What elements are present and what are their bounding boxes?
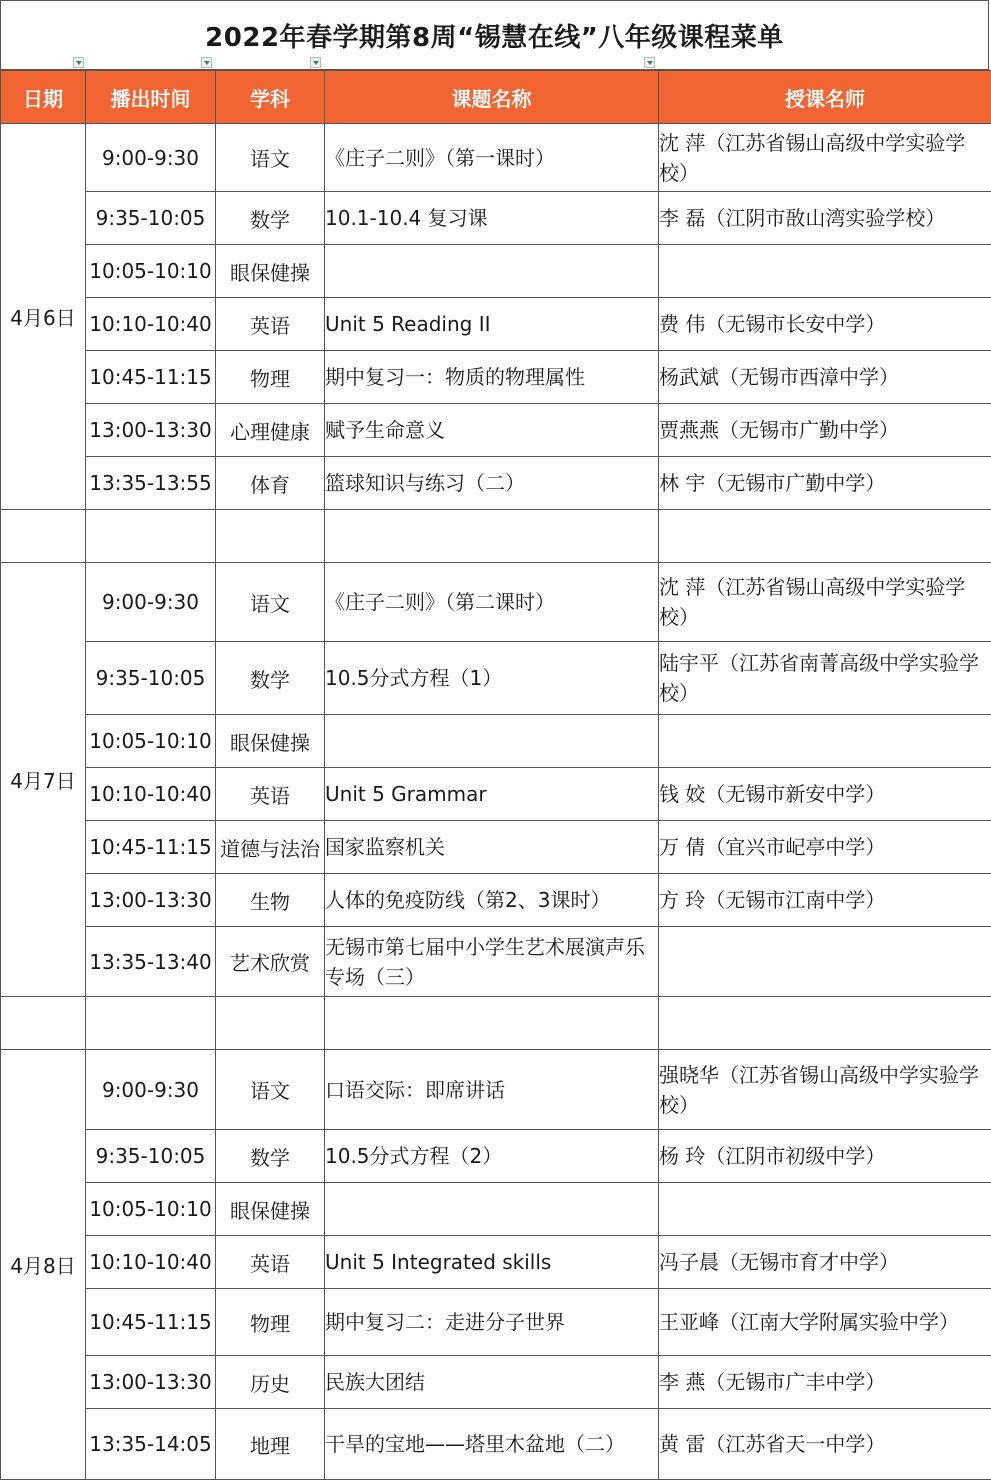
subject-cell[interactable]: 英语 — [216, 1236, 325, 1289]
teacher-cell[interactable]: 李 磊（江阴市敔山湾实验学校） — [659, 192, 991, 245]
topic-cell[interactable]: 口语交际：即席讲话 — [325, 1050, 659, 1130]
date-cell[interactable]: 4月6日 — [1, 124, 86, 510]
time-cell[interactable]: 13:35-14:05 — [86, 1409, 216, 1480]
topic-cell[interactable]: 民族大团结 — [325, 1356, 659, 1409]
time-cell[interactable]: 9:35-10:05 — [86, 1130, 216, 1183]
table-row — [1, 457, 991, 510]
table-row — [1, 642, 991, 715]
topic-cell[interactable]: Unit 5 Grammar — [325, 768, 659, 821]
topic-cell[interactable]: 《庄子二则》（第二课时） — [325, 563, 659, 642]
teacher-cell[interactable] — [659, 927, 991, 997]
subject-cell[interactable]: 眼保健操 — [216, 715, 325, 768]
empty-cell[interactable] — [86, 510, 216, 563]
table-row — [1, 715, 991, 768]
table-row — [1, 192, 991, 245]
subject-cell[interactable]: 生物 — [216, 874, 325, 927]
empty-row — [1, 997, 991, 1050]
time-cell[interactable]: 13:35-13:55 — [86, 457, 216, 510]
time-cell[interactable]: 10:05-10:10 — [86, 1183, 216, 1236]
topic-cell[interactable]: 篮球知识与练习（二） — [325, 457, 659, 510]
teacher-cell[interactable]: 林 宇（无锡市广勤中学） — [659, 457, 991, 510]
teacher-cell[interactable]: 杨武斌（无锡市西漳中学） — [659, 351, 991, 404]
header-subject[interactable]: 学科 — [216, 71, 325, 124]
empty-cell[interactable] — [216, 997, 325, 1050]
subject-cell[interactable]: 语文 — [216, 124, 325, 192]
table-row — [1, 351, 991, 404]
time-cell[interactable]: 10:45-11:15 — [86, 821, 216, 874]
teacher-cell[interactable]: 钱 姣（无锡市新安中学） — [659, 768, 991, 821]
empty-cell[interactable] — [659, 997, 991, 1050]
time-cell[interactable]: 13:00-13:30 — [86, 1356, 216, 1409]
time-cell[interactable]: 9:00-9:30 — [86, 124, 216, 192]
topic-cell[interactable]: 10.1-10.4 复习课 — [325, 192, 659, 245]
time-cell[interactable]: 13:00-13:30 — [86, 404, 216, 457]
time-cell[interactable]: 10:10-10:40 — [86, 298, 216, 351]
topic-cell[interactable]: 期中复习一：物质的物理属性 — [325, 351, 659, 404]
table-row — [1, 1356, 991, 1409]
header-teacher[interactable]: 授课名师 — [659, 71, 991, 124]
filter-dropdown-icon[interactable] — [73, 57, 84, 68]
time-cell[interactable]: 10:10-10:40 — [86, 768, 216, 821]
date-cell[interactable]: 4月7日 — [1, 563, 86, 997]
table-row — [1, 245, 991, 298]
teacher-cell[interactable]: 沈 萍（江苏省锡山高级中学实验学校） — [659, 563, 991, 642]
time-cell[interactable]: 9:00-9:30 — [86, 1050, 216, 1130]
empty-cell[interactable] — [325, 510, 659, 563]
subject-cell[interactable]: 历史 — [216, 1356, 325, 1409]
teacher-cell[interactable]: 黄 雷（江苏省天一中学） — [659, 1409, 991, 1480]
topic-cell[interactable]: 无锡市第七届中小学生艺术展演声乐专场（三） — [325, 927, 659, 997]
topic-cell[interactable]: Unit 5 Integrated skills — [325, 1236, 659, 1289]
teacher-cell[interactable] — [659, 245, 991, 298]
subject-cell[interactable]: 心理健康 — [216, 404, 325, 457]
topic-cell[interactable]: 期中复习二：走进分子世界 — [325, 1289, 659, 1356]
teacher-cell[interactable]: 贾燕燕（无锡市广勤中学） — [659, 404, 991, 457]
subject-cell[interactable]: 物理 — [216, 351, 325, 404]
empty-cell[interactable] — [325, 997, 659, 1050]
table-row — [1, 404, 991, 457]
topic-cell[interactable]: 10.5分式方程（2） — [325, 1130, 659, 1183]
topic-cell[interactable]: Unit 5 Reading II — [325, 298, 659, 351]
header-row — [1, 71, 991, 124]
time-cell[interactable]: 9:35-10:05 — [86, 192, 216, 245]
header-date[interactable]: 日期 — [1, 71, 86, 124]
subject-cell[interactable]: 数学 — [216, 192, 325, 245]
header-topic[interactable]: 课题名称 — [325, 71, 659, 124]
filter-dropdown-icon[interactable] — [201, 57, 212, 68]
empty-row — [1, 510, 991, 563]
teacher-cell[interactable]: 费 伟（无锡市长安中学） — [659, 298, 991, 351]
teacher-cell[interactable]: 王亚峰（江南大学附属实验中学） — [659, 1289, 991, 1356]
subject-cell[interactable]: 道德与法治 — [216, 821, 325, 874]
time-cell[interactable]: 13:00-13:30 — [86, 874, 216, 927]
time-cell[interactable]: 13:35-13:40 — [86, 927, 216, 997]
subject-cell[interactable]: 数学 — [216, 642, 325, 715]
teacher-cell[interactable] — [659, 715, 991, 768]
subject-cell[interactable]: 物理 — [216, 1289, 325, 1356]
teacher-cell[interactable] — [659, 1183, 991, 1236]
teacher-cell[interactable]: 杨 玲（江阴市初级中学） — [659, 1130, 991, 1183]
table-row — [1, 298, 991, 351]
table-row — [1, 1050, 991, 1130]
time-cell[interactable]: 10:05-10:10 — [86, 245, 216, 298]
table-row — [1, 563, 991, 642]
table-row — [1, 821, 991, 874]
header-time[interactable]: 播出时间 — [86, 71, 216, 124]
subject-cell[interactable]: 数学 — [216, 1130, 325, 1183]
table-row — [1, 768, 991, 821]
time-cell[interactable]: 10:10-10:40 — [86, 1236, 216, 1289]
teacher-cell[interactable]: 沈 萍（江苏省锡山高级中学实验学校） — [659, 124, 991, 192]
topic-cell[interactable]: 《庄子二则》（第一课时） — [325, 124, 659, 192]
filter-dropdown-icon[interactable] — [310, 57, 321, 68]
table-row — [1, 124, 991, 192]
empty-cell[interactable] — [86, 997, 216, 1050]
subject-cell[interactable]: 语文 — [216, 1050, 325, 1130]
empty-cell[interactable] — [216, 510, 325, 563]
teacher-cell[interactable]: 万 倩（宜兴市屺亭中学） — [659, 821, 991, 874]
subject-cell[interactable]: 眼保健操 — [216, 245, 325, 298]
table-row — [1, 1183, 991, 1236]
empty-cell[interactable] — [659, 510, 991, 563]
table-row — [1, 927, 991, 997]
schedule-table — [0, 70, 991, 1480]
time-cell[interactable]: 9:00-9:30 — [86, 563, 216, 642]
table-row — [1, 1130, 991, 1183]
teacher-cell[interactable]: 冯子晨（无锡市育才中学） — [659, 1236, 991, 1289]
teacher-cell[interactable]: 李 燕（无锡市广丰中学） — [659, 1356, 991, 1409]
topic-cell[interactable] — [325, 715, 659, 768]
subject-cell[interactable]: 体育 — [216, 457, 325, 510]
table-row — [1, 1409, 991, 1480]
subject-cell[interactable]: 英语 — [216, 768, 325, 821]
time-cell[interactable]: 10:45-11:15 — [86, 1289, 216, 1356]
topic-cell[interactable]: 干旱的宝地——塔里木盆地（二） — [325, 1409, 659, 1480]
subject-cell[interactable]: 英语 — [216, 298, 325, 351]
filter-dropdown-icon[interactable] — [644, 57, 655, 68]
teacher-cell[interactable]: 陆宇平（江苏省南菁高级中学实验学校） — [659, 642, 991, 715]
subject-cell[interactable]: 眼保健操 — [216, 1183, 325, 1236]
topic-cell[interactable]: 10.5分式方程（1） — [325, 642, 659, 715]
empty-cell[interactable] — [1, 510, 86, 563]
teacher-cell[interactable]: 强晓华（江苏省锡山高级中学实验学校） — [659, 1050, 991, 1130]
table-row — [1, 874, 991, 927]
teacher-cell[interactable]: 方 玲（无锡市江南中学） — [659, 874, 991, 927]
page-title: 2022年春学期第8周“锡慧在线”八年级课程菜单 — [205, 22, 784, 53]
table-row — [1, 1236, 991, 1289]
topic-cell[interactable] — [325, 1183, 659, 1236]
topic-cell[interactable] — [325, 245, 659, 298]
time-cell[interactable]: 9:35-10:05 — [86, 642, 216, 715]
subject-cell[interactable]: 地理 — [216, 1409, 325, 1480]
title-row — [0, 0, 989, 70]
table-row — [1, 1289, 991, 1356]
subject-cell[interactable]: 艺术欣赏 — [216, 927, 325, 997]
subject-cell[interactable]: 语文 — [216, 563, 325, 642]
time-cell[interactable]: 10:05-10:10 — [86, 715, 216, 768]
date-cell[interactable]: 4月8日 — [1, 1050, 86, 1480]
topic-cell[interactable]: 人体的免疫防线（第2、3课时） — [325, 874, 659, 927]
time-cell[interactable]: 10:45-11:15 — [86, 351, 216, 404]
topic-cell[interactable]: 国家监察机关 — [325, 821, 659, 874]
topic-cell[interactable]: 赋予生命意义 — [325, 404, 659, 457]
empty-cell[interactable] — [1, 997, 86, 1050]
